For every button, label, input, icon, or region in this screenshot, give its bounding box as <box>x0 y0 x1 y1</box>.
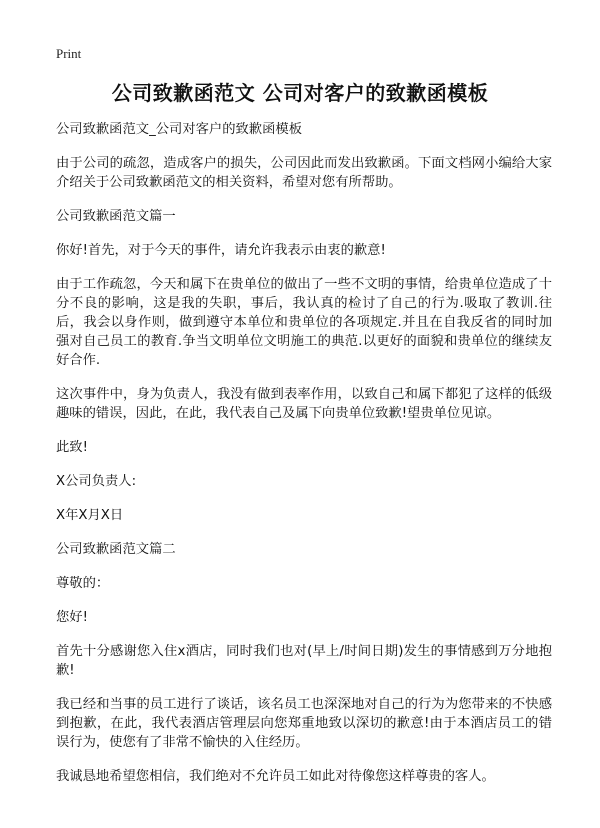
body-paragraph: 首先十分感谢您入住x酒店，同时我们也对(早上/时间日期)发生的事情感到万分地抱歉! <box>56 644 552 678</box>
closing-salutation: 此致! <box>56 440 88 455</box>
body-paragraph: 我诚恳地希望您相信，我们绝对不允许员工如此对待像您这样尊贵的客人。 <box>56 769 495 784</box>
body-paragraph: 由于工作疏忽，今天和属下在贵单位的做出了一些不文明的事情，给贵单位造成了十分不良的影响，这是我的失职，事后，我认真的检讨了自己的行为.吸取了教训.往后，我会以身作则，做到遵守本单位和贵单位的各项规定.并且在自我反省的同时加强对自己员工的教育.争当文明单位文明施工的典范.以更好的面貌和贵单位的继续友好合作. <box>56 277 552 368</box>
document-title: 公司致歉函范文 公司对客户的致歉函模板 <box>111 81 489 105</box>
subtitle: 公司致歉函范文_公司对客户的致歉函模板 <box>56 122 302 137</box>
section-heading-1: 公司致歉函范文篇一 <box>56 209 176 224</box>
document-body <box>56 120 552 801</box>
section-heading-2: 公司致歉函范文篇二 <box>56 542 176 557</box>
body-paragraph: 我已经和当事的员工进行了谈话，该名员工也深深地对自己的行为为您带来的不快感到抱歉，在此，我代表酒店管理层向您郑重地致以深切的歉意!由于本酒店员工的错误行为，使您有了非常不愉快的入住经历。 <box>56 697 552 750</box>
date-line: X年X月X日 <box>56 508 124 523</box>
signature-line: X公司负责人: <box>56 474 137 489</box>
body-paragraph: 这次事件中，身为负责人，我没有做到表率作用，以致自己和属下都犯了这样的低级趣味的错误，因此，在此，我代表自己及属下向贵单位致歉!望贵单位见谅。 <box>56 387 552 421</box>
print-link[interactable]: Print <box>56 46 82 61</box>
intro-paragraph: 由于公司的疏忽，造成客户的损失，公司因此而发出致歉函。下面文档网小编给大家介绍关于公司致歉函范文的相关资料，希望对您有所帮助。 <box>56 156 552 190</box>
greeting-2: 您好! <box>56 610 88 625</box>
salutation: 尊敬的： <box>56 576 110 591</box>
greeting-1: 你好!首先，对于今天的事件，请允许我表示由衷的歉意! <box>56 243 386 258</box>
